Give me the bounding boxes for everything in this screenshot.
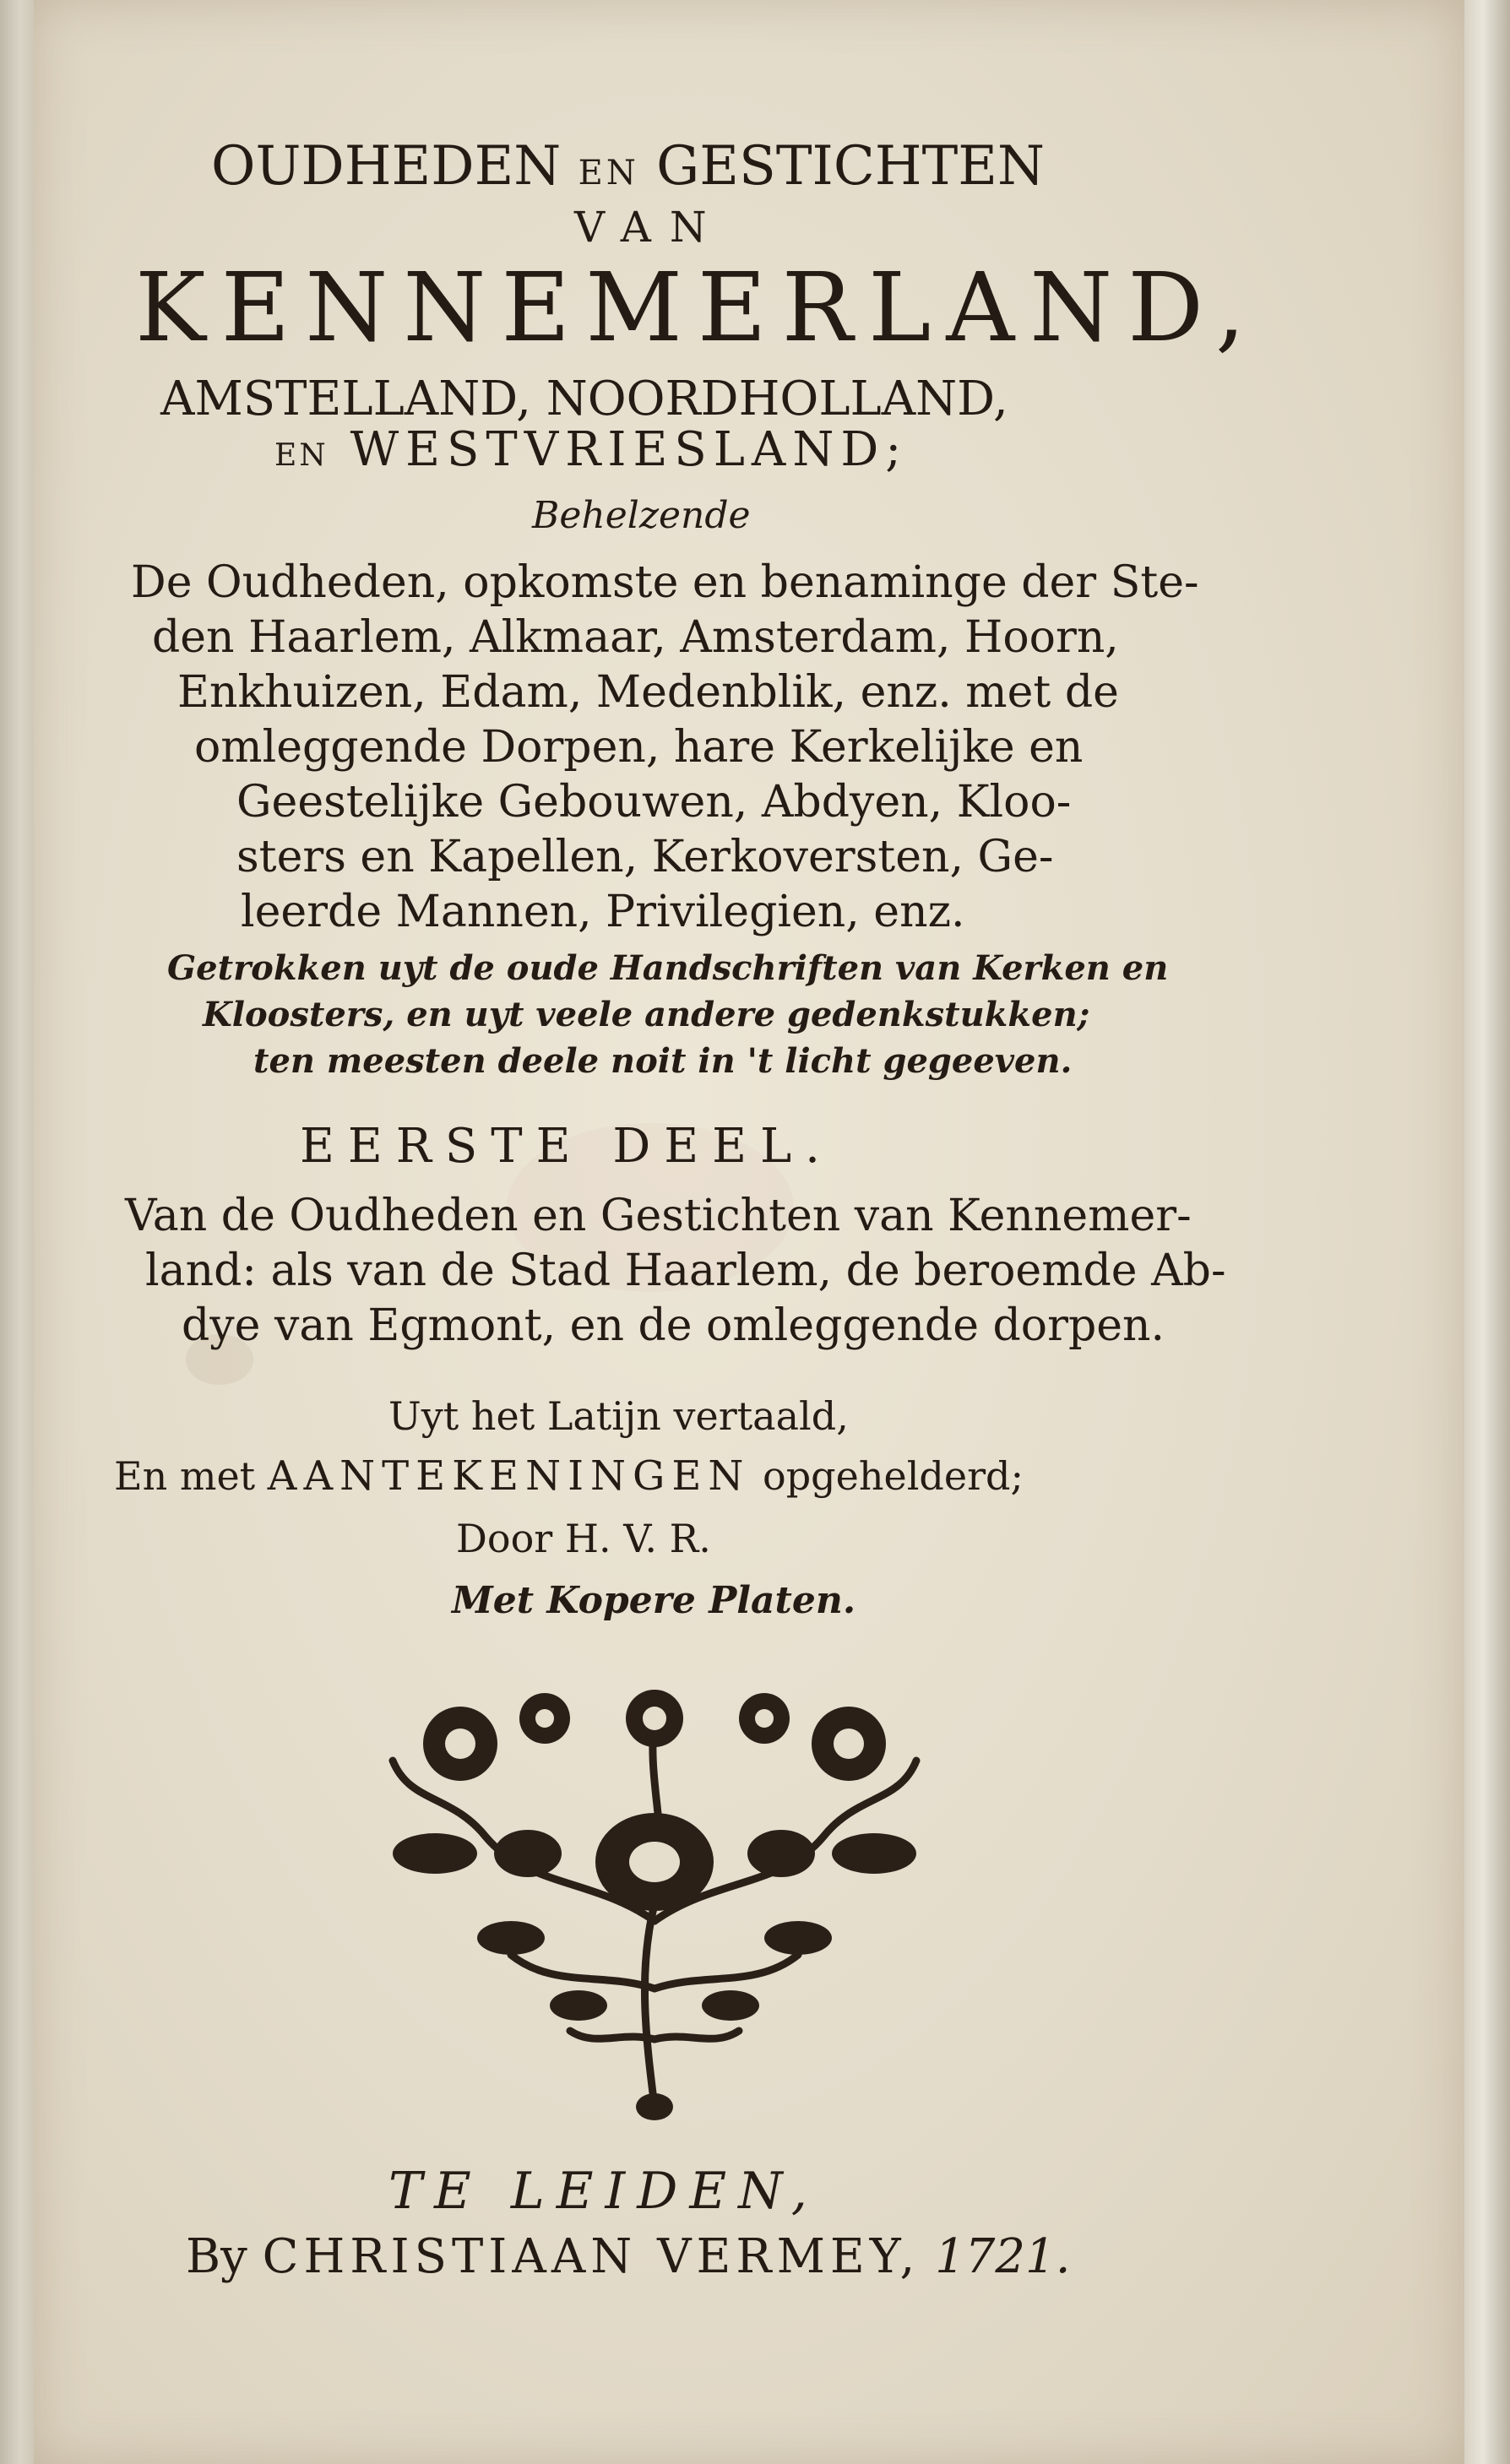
body-line: omleggende Dorpen, hare Kerkelijke en <box>194 722 1084 773</box>
body-line: De Oudheden, opkomste en benaminge der Ste- <box>131 557 1199 608</box>
title-line-4: AMSTELLAND, NOORDHOLLAND, <box>160 372 1008 426</box>
book-binding-left <box>0 0 34 2464</box>
source-line: ten meesten deele noit in 't licht gegeeven. <box>253 1041 1073 1081</box>
title-line-1: OUDHEDEN EN GESTICHTEN <box>211 135 1046 198</box>
body-line: Enkhuizen, Edam, Medenblik, enz. met de <box>177 667 1119 718</box>
translation-note: Uyt het Latijn vertaald, <box>388 1393 849 1439</box>
title-line-5: EN WESTVRIESLAND; <box>274 422 909 477</box>
author-line: Door H. V. R. <box>456 1516 711 1561</box>
annotations-line: En met AANTEKENINGEN opgehelderd; <box>114 1452 1024 1500</box>
volume-description-line: Van de Oudheden en Gestichten van Kennemer- <box>125 1191 1192 1241</box>
imprint-place: TE LEIDEN, <box>388 2162 819 2221</box>
source-line: Getrokken uyt de oude Handschriften van Kerken en <box>167 948 1169 988</box>
body-line: sters en Kapellen, Kerkoversten, Ge- <box>236 832 1054 882</box>
volume-description-line: dye van Egmont, en de omleggende dorpen. <box>182 1300 1165 1351</box>
floral-vignette-icon <box>359 1668 950 2124</box>
body-line: den Haarlem, Alkmaar, Amsterdam, Hoorn, <box>152 612 1119 663</box>
title-line-2: VAN <box>574 203 725 252</box>
plates-note: Met Kopere Platen. <box>452 1579 856 1622</box>
title-main: KENNEMERLAND, <box>135 253 1261 363</box>
source-line: Kloosters, en uyt veele andere gedenkstukken; <box>203 995 1090 1034</box>
imprint-line: By CHRISTIAAN VERMEY, 1721. <box>186 2229 1071 2284</box>
book-binding-right <box>1464 0 1510 2464</box>
volume-heading: EERSTE DEEL. <box>300 1119 834 1174</box>
body-line: leerde Mannen, Privilegien, enz. <box>241 887 965 937</box>
title-page <box>34 0 1464 2464</box>
behelzende: Behelzende <box>532 494 751 537</box>
volume-description-line: land: als van de Stad Haarlem, de beroemde Ab- <box>145 1246 1226 1296</box>
body-line: Geestelijke Gebouwen, Abdyen, Kloo- <box>236 777 1072 828</box>
